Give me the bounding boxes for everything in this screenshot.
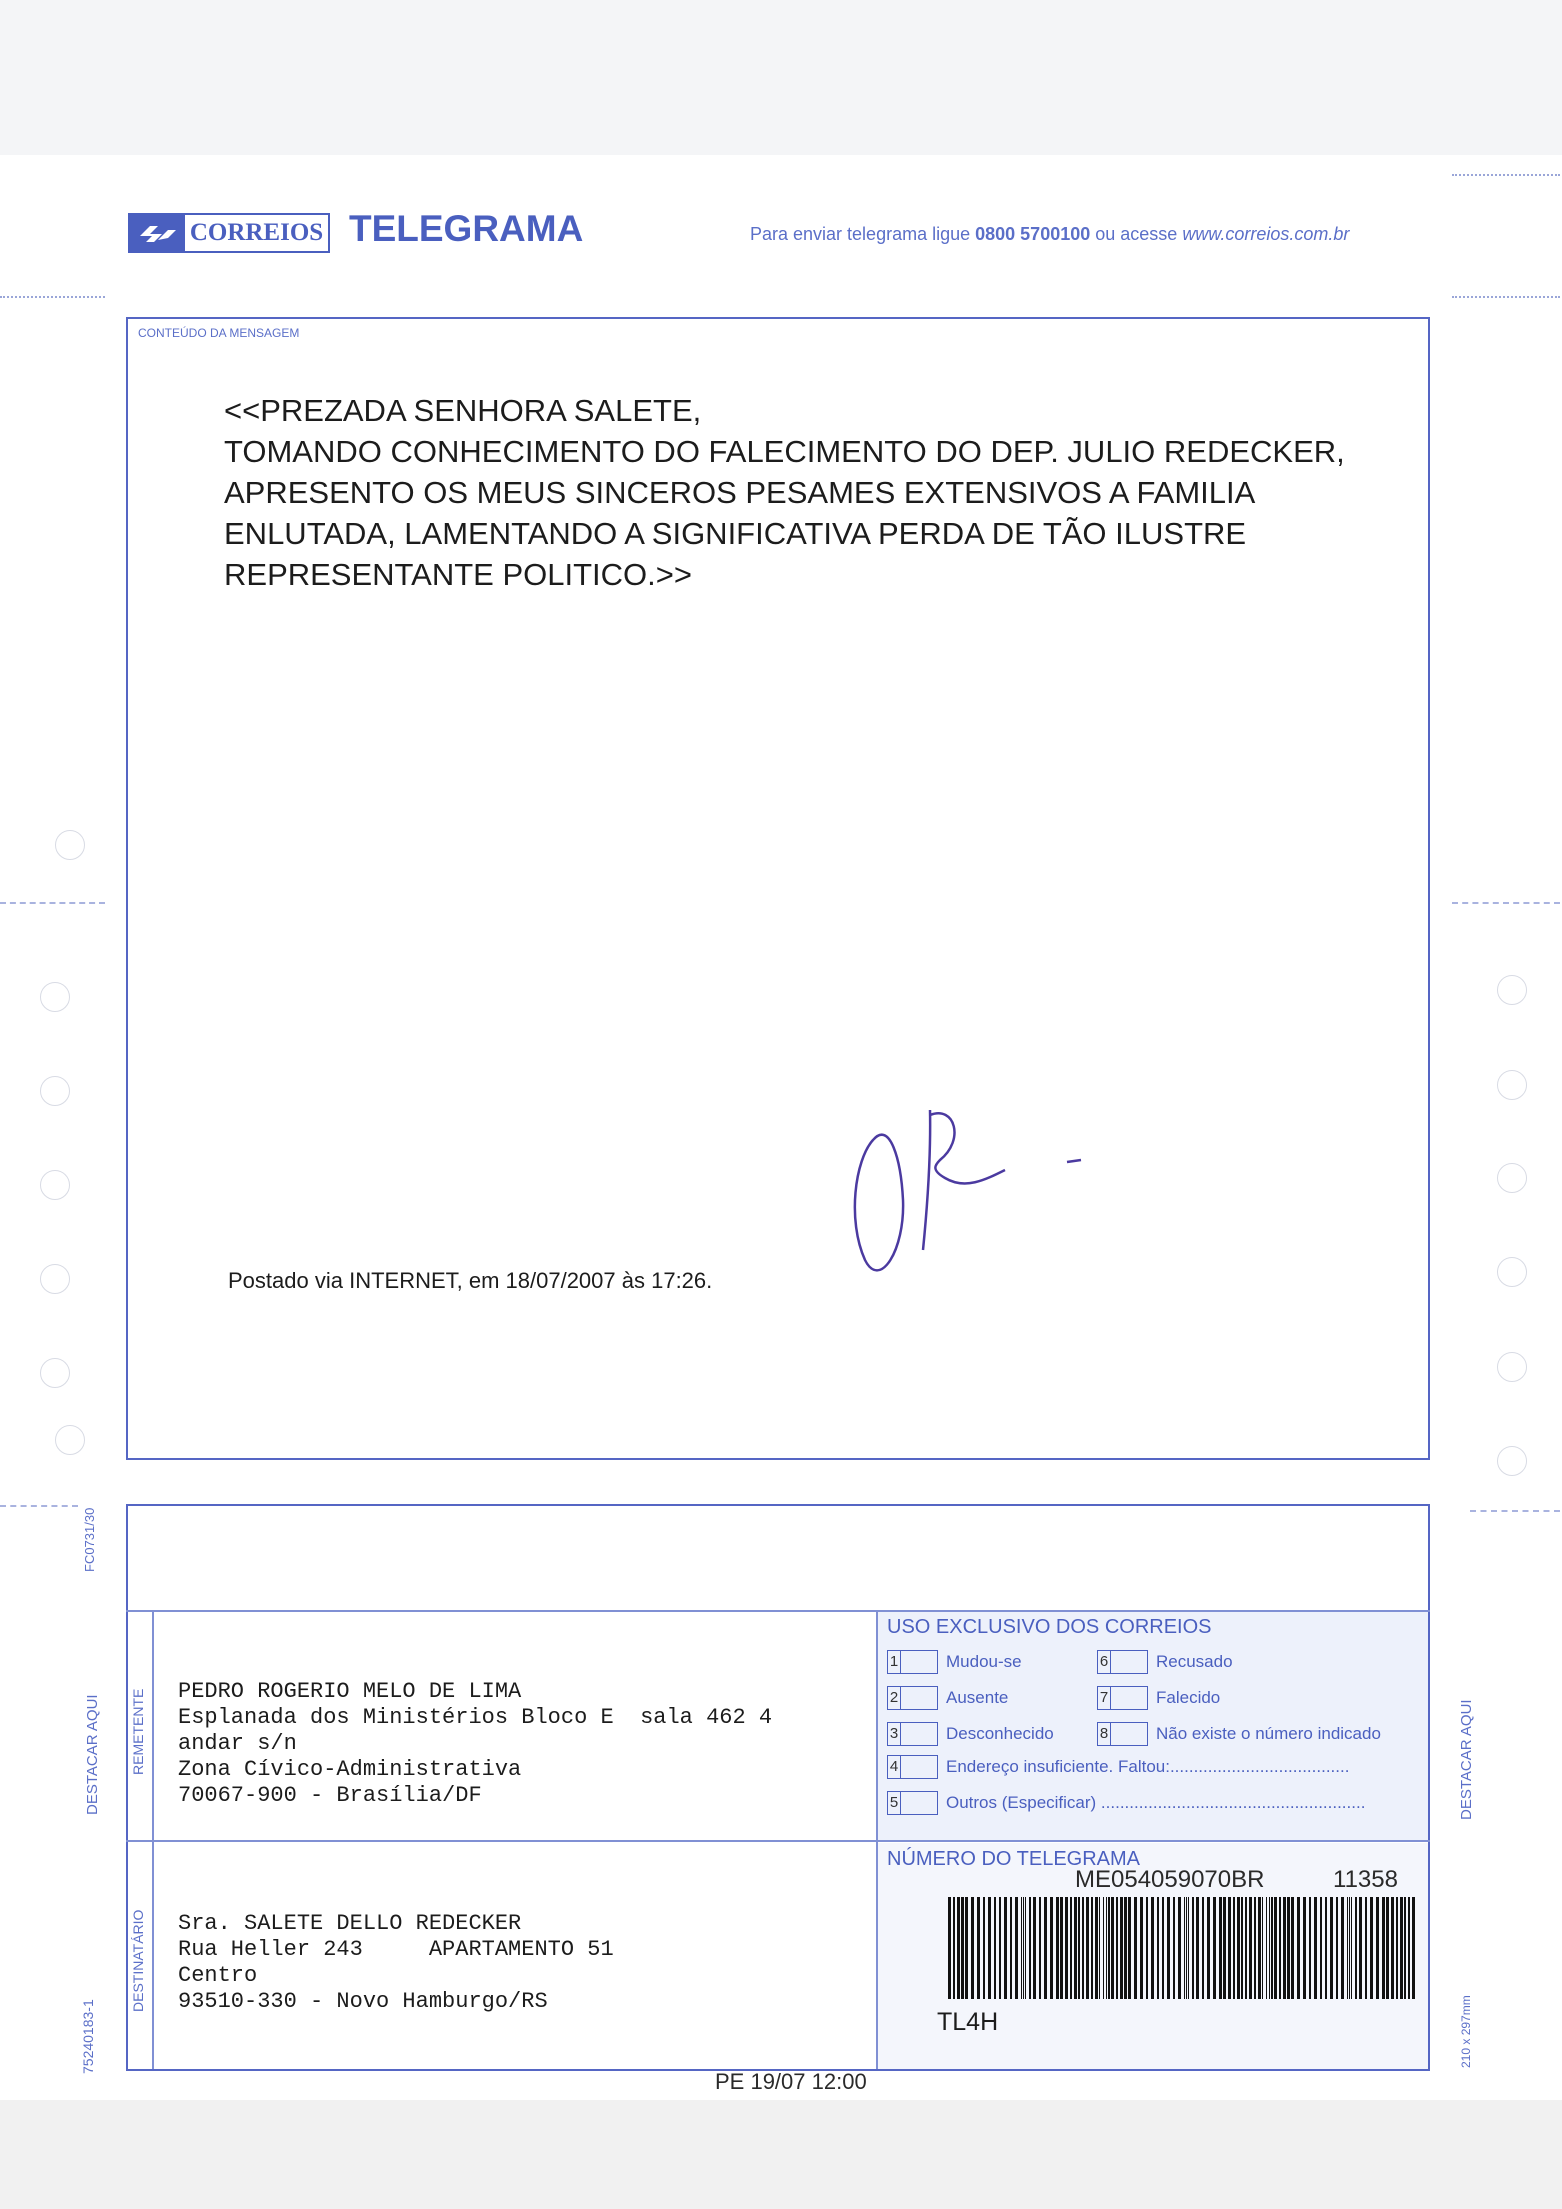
option-label: Mudou-se <box>946 1652 1022 1671</box>
barcode-bar <box>1128 1897 1131 1999</box>
option-unknown[interactable] <box>887 1722 1054 1746</box>
barcode-bar <box>1341 1897 1344 1999</box>
barcode-bar <box>1351 1897 1352 1999</box>
paper-size-label: 210 x 297mm <box>1459 1995 1473 2068</box>
correios-arrows-icon <box>130 215 185 251</box>
barcode-bar <box>1106 1897 1107 1999</box>
feed-hole <box>1497 1352 1527 1382</box>
divider <box>876 1610 878 2069</box>
barcode-bar <box>961 1897 964 1999</box>
option-absent[interactable] <box>887 1686 1008 1710</box>
barcode-bar <box>1297 1897 1300 1999</box>
option-moved[interactable] <box>887 1650 1022 1674</box>
barcode-bar <box>1091 1897 1093 1999</box>
barcode-bar <box>1309 1897 1311 1999</box>
tear-line-right-lower <box>1470 1510 1560 1512</box>
document-title: TELEGRAMA <box>349 208 584 249</box>
barcode-bar <box>1396 1897 1398 1999</box>
perforation-right-top <box>1452 296 1560 298</box>
barcode-bar <box>1237 1897 1240 1999</box>
barcode-bar <box>1116 1897 1118 1999</box>
sender-label: REMETENTE <box>130 1688 146 1775</box>
barcode-bar <box>1023 1897 1024 1999</box>
sender-line: Esplanada dos Ministérios Bloco E sala 462 4 <box>178 1705 773 1730</box>
barcode-bar <box>1249 1897 1252 1999</box>
header-contact-info <box>750 224 1349 245</box>
contact-website: www.correios.com.br <box>1182 224 1350 244</box>
serial-number: 75240183-1 <box>80 1999 96 2074</box>
routing-code: TL4H <box>937 2008 999 2036</box>
form-code-label: FC0731/30 <box>82 1507 97 1572</box>
barcode-bar <box>1108 1897 1110 1999</box>
barcode-bar <box>1223 1897 1226 1999</box>
barcode-bar <box>1269 1897 1270 1999</box>
barcode-bar <box>1258 1897 1261 1999</box>
feed-hole <box>1497 1070 1527 1100</box>
scan-top-strip <box>0 0 1562 155</box>
recipient-line: Centro <box>178 1963 258 1988</box>
message-line: APRESENTO OS MEUS SINCEROS PESAMES EXTENSIVOS A FAMILIA <box>224 475 1256 510</box>
barcode-bar <box>1146 1897 1148 1999</box>
message-line: <<PREZADA SENHORA SALETE, <box>224 393 702 428</box>
barcode-bar <box>1173 1897 1175 1999</box>
barcode-bar <box>1186 1897 1187 1999</box>
barcode-bar <box>1271 1897 1273 1999</box>
option-checkbox[interactable] <box>1111 1722 1148 1746</box>
option-label: Outros (Especificar) ........................................................ <box>946 1793 1366 1812</box>
barcode-bar <box>1228 1897 1231 1999</box>
option-checkbox[interactable] <box>901 1686 938 1710</box>
barcode-bar <box>1111 1897 1114 1999</box>
barcode-bar <box>1382 1897 1385 1999</box>
barcode-bar <box>977 1897 980 1999</box>
feed-hole <box>55 830 85 860</box>
option-label: Endereço insuficiente. Faltou:...................................... <box>946 1757 1350 1776</box>
message-line: TOMANDO CONHECIMENTO DO FALECIMENTO DO DEP. JULIO REDECKER, <box>224 434 1345 469</box>
barcode-bar <box>1044 1897 1047 1999</box>
message-body <box>224 390 1404 595</box>
option-checkbox[interactable] <box>901 1791 938 1815</box>
logo-wordmark: CORREIOS <box>189 219 324 246</box>
barcode-bar <box>1347 1897 1348 1999</box>
option-deceased[interactable] <box>1097 1686 1220 1710</box>
barcode-bar <box>1010 1897 1012 1999</box>
barcode-bar <box>1056 1897 1059 1999</box>
feed-hole <box>1497 975 1527 1005</box>
option-number: 5 <box>887 1791 901 1815</box>
option-number: 7 <box>1097 1686 1111 1710</box>
barcode-bar <box>1336 1897 1338 1999</box>
barcode-bar <box>1376 1897 1379 1999</box>
barcode-bar <box>1184 1897 1185 1999</box>
detach-here-left: DESTACAR AQUI <box>84 1694 101 1815</box>
barcode-bar <box>983 1897 985 1999</box>
barcode-bar <box>1120 1897 1123 1999</box>
barcode-bar <box>948 1897 951 1999</box>
recipient-line: Sra. SALETE DELLO REDECKER <box>178 1911 522 1936</box>
option-number: 6 <box>1097 1650 1111 1674</box>
divider <box>152 1610 154 2069</box>
barcode-bar <box>1266 1897 1267 1999</box>
correios-logo <box>128 213 330 253</box>
barcode-bar <box>1233 1897 1235 1999</box>
barcode-bar <box>1219 1897 1222 1999</box>
barcode-bar <box>1033 1897 1036 1999</box>
barcode-bar <box>1039 1897 1041 1999</box>
barcode-bar <box>965 1897 968 1999</box>
message-line: REPRESENTANTE POLITICO.>> <box>224 557 692 592</box>
barcode-bar <box>1134 1897 1137 1999</box>
barcode-bar <box>1245 1897 1247 1999</box>
barcode-bar <box>1279 1897 1281 1999</box>
option-checkbox[interactable] <box>1111 1650 1148 1674</box>
feed-hole <box>40 1170 70 1200</box>
option-checkbox[interactable] <box>901 1722 938 1746</box>
barcode-bar <box>1103 1897 1104 1999</box>
feed-hole <box>1497 1446 1527 1476</box>
barcode-bar <box>1359 1897 1362 1999</box>
barcode-bar <box>1021 1897 1022 1999</box>
barcode-bar <box>971 1897 974 1999</box>
barcode-bar <box>1254 1897 1256 1999</box>
barcode-bar <box>1303 1897 1306 1999</box>
sender-line: PEDRO ROGERIO MELO DE LIMA <box>178 1679 522 1704</box>
barcode-bar <box>1349 1897 1350 1999</box>
option-number: 8 <box>1097 1722 1111 1746</box>
barcode-bar <box>1412 1897 1415 1999</box>
barcode-bar <box>988 1897 991 1999</box>
message-label: CONTEÚDO DA MENSAGEM <box>138 326 300 340</box>
barcode-bar <box>1330 1897 1333 1999</box>
option-label: Falecido <box>1156 1688 1221 1707</box>
recipient-address <box>178 1885 614 2015</box>
option-label: Não existe o número indicado <box>1156 1724 1381 1743</box>
post-office-use-title: USO EXCLUSIVO DOS CORREIOS <box>887 1616 1212 1638</box>
barcode-bar <box>1320 1897 1322 1999</box>
barcode-bar <box>1213 1897 1216 1999</box>
scan-bottom-strip <box>0 2100 1562 2209</box>
barcode-bar <box>1207 1897 1210 1999</box>
tear-line-left-lower <box>0 1505 78 1507</box>
barcode-bar <box>1192 1897 1194 1999</box>
barcode-bar <box>1140 1897 1143 1999</box>
option-checkbox[interactable] <box>901 1755 938 1779</box>
feed-hole <box>55 1425 85 1455</box>
sender-address <box>178 1653 772 1809</box>
barcode-bar <box>1386 1897 1389 1999</box>
barcode-bar <box>1025 1897 1026 1999</box>
perforation-left-top <box>0 296 105 298</box>
barcode-bar <box>1355 1897 1357 1999</box>
option-number: 3 <box>887 1722 901 1746</box>
divider <box>126 1840 1430 1842</box>
detach-here-right: DESTACAR AQUI <box>1458 1699 1475 1820</box>
barcode-bar <box>1099 1897 1100 1999</box>
feed-hole <box>40 1358 70 1388</box>
recipient-line: 93510-330 - Novo Hamburgo/RS <box>178 1989 548 2014</box>
telegram-number-label: NÚMERO DO TELEGRAMA <box>887 1848 1140 1870</box>
option-refused[interactable] <box>1097 1650 1233 1674</box>
option-checkbox[interactable] <box>1111 1686 1148 1710</box>
barcode-bar <box>1241 1897 1243 1999</box>
barcode-bar <box>1086 1897 1089 1999</box>
barcode-bar <box>1029 1897 1031 1999</box>
barcode-bar <box>1157 1897 1159 1999</box>
barcode-bar <box>1314 1897 1317 1999</box>
message-line: ENLUTADA, LAMENTANDO A SIGNIFICATIVA PERDA DE TÃO ILUSTRE <box>224 516 1247 551</box>
option-other[interactable] <box>887 1791 1365 1815</box>
barcode-bar <box>1078 1897 1080 1999</box>
barcode-bar <box>1196 1897 1199 1999</box>
telegram-number: ME054059070BR <box>1075 1866 1265 1893</box>
tear-line-left <box>0 902 105 904</box>
barcode-bar <box>1004 1897 1007 1999</box>
barcode-bar <box>957 1897 960 1999</box>
feed-hole <box>40 1264 70 1294</box>
contact-prefix: Para enviar telegrama ligue <box>750 224 976 244</box>
telegram-code: 11358 <box>1333 1866 1398 1893</box>
delivery-stamp: PE 19/07 12:00 <box>715 2069 867 2094</box>
option-no-such-number[interactable] <box>1097 1722 1381 1746</box>
barcode-bar <box>1325 1897 1327 1999</box>
barcode-bar <box>1391 1897 1394 1999</box>
sender-line: 70067-900 - Brasília/DF <box>178 1783 482 1808</box>
barcode-bar <box>999 1897 1001 1999</box>
barcode-bar <box>1060 1897 1063 1999</box>
option-insufficient-address[interactable] <box>887 1755 1349 1779</box>
feed-hole <box>40 1076 70 1106</box>
barcode-bar <box>953 1897 955 1999</box>
barcode-bar <box>1178 1897 1181 1999</box>
option-number: 4 <box>887 1755 901 1779</box>
barcode-bar <box>1291 1897 1294 1999</box>
barcode-bar <box>1082 1897 1084 1999</box>
telegram-barcode <box>948 1897 1418 1999</box>
barcode-bar <box>1167 1897 1170 1999</box>
barcode-bar <box>1287 1897 1290 1999</box>
feed-hole <box>1497 1163 1527 1193</box>
barcode-bar <box>1070 1897 1072 1999</box>
option-label: Ausente <box>946 1688 1009 1707</box>
barcode-bar <box>1151 1897 1154 1999</box>
barcode-bar <box>1262 1897 1263 1999</box>
option-label: Recusado <box>1156 1652 1233 1671</box>
recipient-label: DESTINATÁRIO <box>130 1909 146 2012</box>
barcode-bar <box>1162 1897 1164 1999</box>
feed-hole <box>1497 1257 1527 1287</box>
sender-line: Zona Cívico-Administrativa <box>178 1757 522 1782</box>
recipient-line: Rua Heller 243 APARTAMENTO 51 <box>178 1937 614 1962</box>
barcode-bar <box>1074 1897 1077 1999</box>
contact-middle: ou acesse <box>1090 224 1183 244</box>
barcode-bar <box>1408 1897 1410 1999</box>
sender-line: andar s/n <box>178 1731 297 1756</box>
contact-phone: 0800 5700100 <box>975 224 1091 244</box>
divider <box>126 1610 1430 1612</box>
barcode-bar <box>1283 1897 1286 1999</box>
barcode-bar <box>1365 1897 1367 1999</box>
barcode-bar <box>1370 1897 1373 1999</box>
option-label: Desconhecido <box>946 1724 1054 1743</box>
barcode-bar <box>1400 1897 1403 1999</box>
barcode-bar <box>1065 1897 1068 1999</box>
barcode-bar <box>1188 1897 1189 1999</box>
tear-line-right <box>1452 902 1560 904</box>
barcode-bar <box>1050 1897 1053 1999</box>
perforation-right-top2 <box>1452 174 1560 176</box>
barcode-bar <box>1015 1897 1018 1999</box>
option-checkbox[interactable] <box>901 1650 938 1674</box>
handwritten-mark <box>835 1100 1095 1280</box>
feed-hole <box>40 982 70 1012</box>
option-number: 2 <box>887 1686 901 1710</box>
option-number: 1 <box>887 1650 901 1674</box>
barcode-bar <box>1124 1897 1127 1999</box>
barcode-bar <box>1274 1897 1277 1999</box>
barcode-bar <box>1202 1897 1204 1999</box>
barcode-bar <box>1404 1897 1406 1999</box>
posted-info: Postado via INTERNET, em 18/07/2007 às 17:26. <box>228 1268 713 1293</box>
barcode-bar <box>1095 1897 1098 1999</box>
barcode-bar <box>994 1897 996 1999</box>
